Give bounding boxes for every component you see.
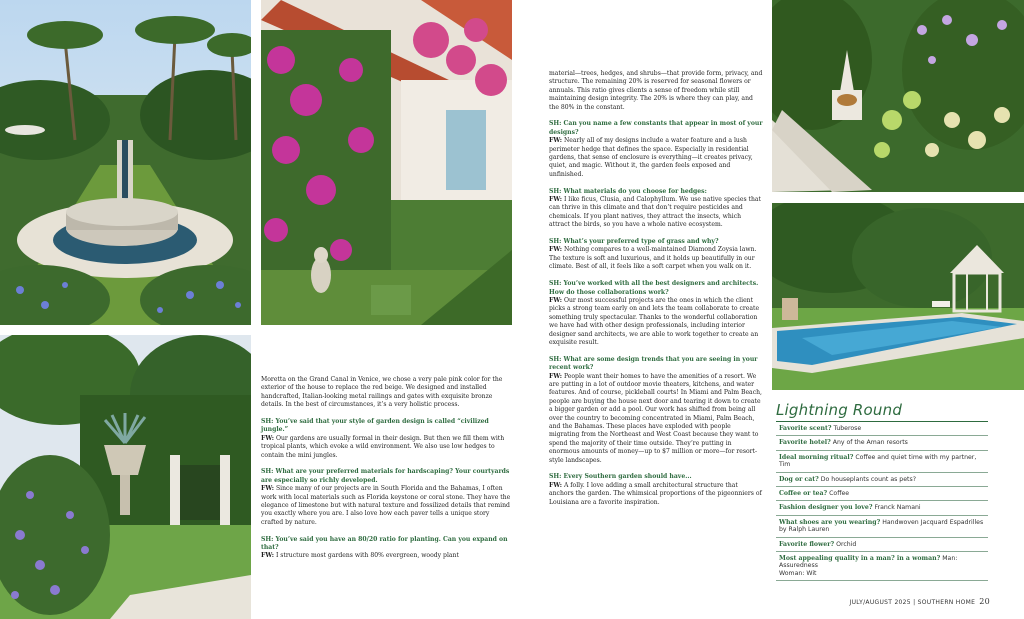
answer-text: Since many of our projects are in South Florida and the Bahamas, I often work with local materials such as Florida keystone or coral stone. They have the elegance of limestone but with natural texture and fossilized details that remind you exactly where you are. I also love how each paver tells a unique story crafted by nature.	[261, 485, 511, 526]
lightning-answer: Orchid	[836, 540, 857, 548]
lightning-answer: Any of the Aman resorts	[832, 439, 908, 447]
folio-issue: JULY/AUGUST 2025 | SOUTHERN HOME	[849, 599, 976, 606]
lightning-answer: Coffee	[829, 490, 850, 498]
qa-block	[549, 280, 763, 347]
lightning-answer: Tuberose	[833, 425, 862, 432]
qa-block	[549, 473, 763, 507]
answer-speaker-label: FW:	[261, 552, 275, 560]
lightning-answer-second: Woman: Wit	[779, 569, 817, 577]
qa-block	[549, 238, 763, 272]
lightning-round-item	[776, 487, 988, 501]
answer-speaker-label: FW:	[549, 137, 563, 145]
lightning-question: Favorite hotel?	[779, 439, 831, 447]
interview-question: SH: What are your preferred materials for hardscaping? Your courtyards are especially so richly developed.	[261, 468, 510, 484]
interview-question: SH: You’ve said you have an 80/20 ratio for planting. Can you expand on that?	[261, 535, 508, 552]
interview-question: SH: What’s your preferred type of grass and why?	[549, 238, 719, 246]
interview-answer	[549, 196, 761, 228]
lightning-question: Favorite scent?	[779, 425, 832, 432]
lightning-answer: Franck Namani	[874, 504, 921, 512]
photo-folly-fountain	[772, 0, 1024, 192]
lightning-answer: Man: Assuredness	[779, 555, 958, 570]
page-folio	[850, 597, 990, 606]
article-column-left	[261, 376, 512, 569]
lightning-question: Most appealing quality in a man? in a woman?	[779, 555, 941, 563]
answer-text: Nothing compares to a well-maintained Diamond Zoysia lawn. The texture is soft and luxurious, and it holds up beautifully in our climate. Best of all, it feels like a soft carpet when you walk on it.	[549, 246, 757, 271]
answer-text: Our most successful projects are the ones in which the client picks a strong team early on and lets the team collaborate to create something truly spectacular. Thanks to the wonderful collaboration we have had with other design professionals, including interior designer sand architects, we are able to work together to create an exquisite result.	[549, 296, 760, 346]
qa-block	[549, 120, 763, 179]
lightning-question: Fashion designer you love?	[779, 504, 873, 512]
answer-speaker-label: FW:	[549, 196, 563, 204]
lightning-question: Coffee or tea?	[779, 490, 828, 498]
lightning-round-item	[776, 422, 988, 436]
photo-pool-gazebo-art	[772, 203, 1024, 390]
lightning-round-item	[776, 451, 988, 473]
photo-pool-gazebo	[772, 203, 1024, 390]
photo-urn-garden	[0, 335, 251, 619]
interview-question: SH: You’ve said that your style of garden design is called “civilized jungle.”	[261, 418, 489, 434]
photo-fountain-garden-art	[0, 0, 251, 325]
answer-text: Nearly all of my designs include a water feature and a lush perimeter hedge that defines the space. Especially in residential gardens, that sense of enclosure is everything—it creates privacy, quiet, and magic. Without it, the garden feels exposed and unfinished.	[549, 137, 753, 178]
qa-block	[261, 468, 512, 527]
answer-speaker-label: FW:	[261, 485, 275, 493]
interview-answer	[549, 246, 756, 270]
qa-block	[261, 418, 512, 460]
photo-fountain-garden	[0, 0, 251, 325]
lightning-round-list	[776, 421, 988, 581]
answer-speaker-label: FW:	[549, 372, 563, 380]
interview-answer	[261, 485, 510, 526]
interview-question: SH: What materials do you choose for hedges:	[549, 187, 707, 195]
answer-speaker-label: FW:	[549, 481, 563, 489]
lightning-answer: Do houseplants count as pets?	[820, 475, 916, 483]
interview-question: SH: Every Southern garden should have...	[549, 473, 692, 481]
interview-answer	[549, 137, 753, 178]
photo-urn-garden-art	[0, 335, 251, 619]
qa-block	[261, 536, 512, 561]
answer-text: A folly. I love adding a small architectural structure that anchors the garden. The whimsical proportions of the pigeonniers of Louisiana are a favorite inspiration.	[549, 481, 762, 506]
lightning-answer: Coffee and quiet time with my partner, Tim	[779, 453, 977, 469]
lightning-round-item	[776, 538, 988, 552]
interview-question: SH: What are some design trends that you are seeing in your recent work?	[549, 355, 758, 372]
lightning-question: Ideal morning ritual?	[779, 453, 854, 461]
answer-text: Our gardens are usually formal in their design. But then we fill them with tropical plants, which evoke a wild environment. We also use low hedges to contain the mini jungles.	[261, 434, 505, 459]
interview-answer	[261, 435, 504, 459]
answer-text: I structure most gardens with 80% evergreen, woody plant	[275, 552, 459, 560]
photo-bougainvillea-house-art	[261, 0, 512, 325]
folio-page-number: 20	[979, 597, 990, 606]
lightning-question: Favorite flower?	[779, 540, 835, 548]
answer-speaker-label: FW:	[549, 296, 563, 304]
article-column-left-body	[261, 376, 512, 561]
interview-question: SH: You’ve worked with all the best designers and architects. How do those collaborations work?	[549, 280, 759, 296]
answer-text: I like ficus, Clusia, and Calophyllum. We use native species that can thrive in this climate and that don’t require pesticides and chemicals. If you plant natives, they attract the insects, which attract the birds, so you have a whole native ecosystem.	[549, 196, 761, 229]
qa-block	[549, 188, 763, 230]
body-paragraph: material—trees, hedges, and shrubs—that provide form, privacy, and structure. The remaining 20% is reserved for seasonal flowers or annuals. This ratio gives clients a sense of freedom while still maintaining design integrity. The 20% is where they can play, and the 80% in the constant.	[549, 70, 763, 111]
interview-question: SH: Can you name a few constants that appear in most of your designs?	[549, 120, 763, 136]
interview-answer	[549, 297, 759, 346]
lightning-round-title: Lightning Round	[776, 401, 903, 419]
lightning-question: What shoes are you wearing?	[779, 518, 881, 526]
interview-answer	[261, 552, 459, 559]
answer-speaker-label: FW:	[549, 246, 563, 254]
body-paragraph: Moretta on the Grand Canal in Venice, we chose a very pale pink color for the exterior of the house to replace the red beige. We designed and installed handcrafted, Italian-looking metal railings and gates with exquisite bronze details. In the best of circumstances, it’s a very holistic process.	[261, 376, 503, 409]
lightning-round-item	[776, 436, 988, 450]
article-column-middle-body	[549, 70, 763, 507]
interview-answer	[549, 373, 762, 464]
lightning-round-item	[776, 473, 988, 487]
lightning-question: Dog or cat?	[779, 475, 819, 483]
lightning-round-item	[776, 501, 988, 515]
lightning-answer: Handwoven Jacquard Espadrilles by Ralph Lauren	[779, 518, 984, 534]
qa-block	[549, 356, 763, 465]
photo-folly-fountain-art	[772, 0, 1024, 192]
article-column-middle	[549, 70, 763, 515]
answer-text: People want their homes to have the amenities of a resort. We are putting in a lot of outdoor movie theaters, kitchens, and water features. And of course, pickleball courts! In Miami and Palm Beach, people are buying the house next door and tearing it down to create a bigger garden or add a pool. Our work has shifted from being all over the country to becoming concentrated in Miami, Palm Beach, and the Bahamas. These places have exploded with people migrating from the Northeast and West Coast because they want to spend the majority of their time outside. They’re putting in enormous amounts of money—up to $7 million or more—for resort-style landscapes.	[549, 372, 762, 464]
lightning-round-item	[776, 552, 988, 581]
lightning-round-item	[776, 516, 988, 538]
photo-bougainvillea-house	[261, 0, 512, 325]
answer-speaker-label: FW:	[261, 434, 275, 442]
interview-answer	[549, 482, 762, 506]
